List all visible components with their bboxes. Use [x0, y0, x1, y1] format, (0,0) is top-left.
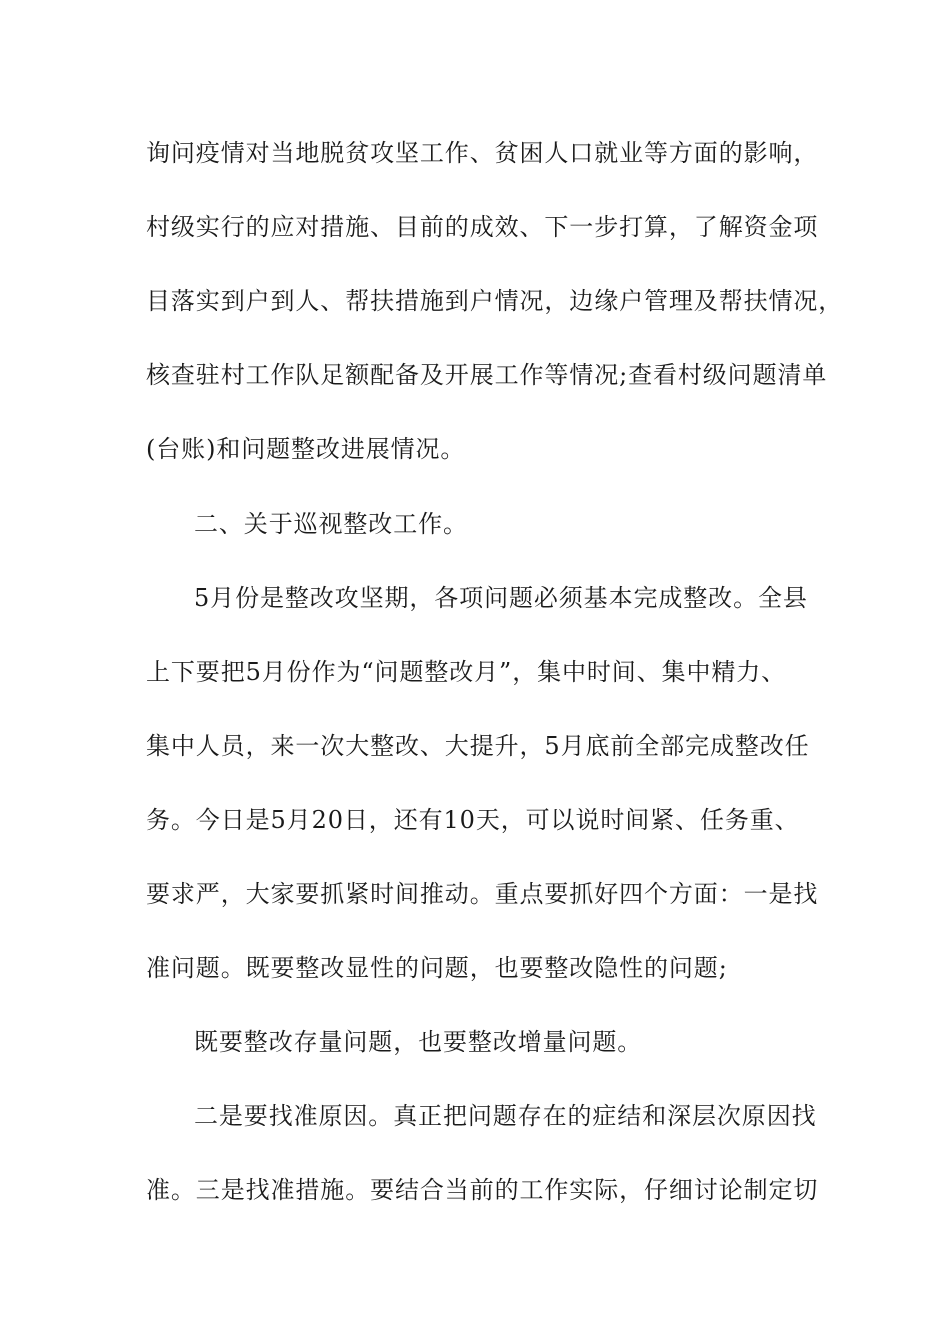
text-line: 准问题。既要整改显性的问题，也要整改隐性的问题;	[146, 954, 728, 982]
text-line: 村级实行的应对措施、目前的成效、下一步打算，了解资金项	[146, 213, 819, 241]
text-line: 既要整改存量问题，也要整改增量问题。	[194, 1028, 643, 1056]
section-heading: 二、关于巡视整改工作。	[194, 510, 468, 538]
text-line: 目落实到户到人、帮扶措施到户情况，边缘户管理及帮扶情况，	[146, 287, 844, 315]
text-line: 集中人员，来一次大整改、大提升，5月底前全部完成整改任	[146, 732, 810, 760]
text-line: 5月份是整改攻坚期，各项问题必须基本完成整改。全县	[194, 584, 808, 612]
text-line: (台账)和问题整改进展情况。	[146, 435, 466, 463]
text-line: 务。今日是5月20日，还有10天，可以说时间紧、任务重、	[146, 806, 800, 834]
text-line: 核查驻村工作队足额配备及开展工作等情况;查看村级问题清单	[146, 361, 828, 389]
text-line: 上下要把5月份作为“问题整改月”，集中时间、集中精力、	[146, 658, 787, 686]
text-line: 要求严，大家要抓紧时间推动。重点要抓好四个方面：一是找	[146, 880, 819, 908]
text-line: 二是要找准原因。真正把问题存在的症结和深层次原因找	[194, 1102, 817, 1130]
text-line: 询问疫情对当地脱贫攻坚工作、贫困人口就业等方面的影响，	[146, 139, 819, 167]
text-line: 准。三是找准措施。要结合当前的工作实际，仔细讨论制定切	[146, 1176, 819, 1204]
